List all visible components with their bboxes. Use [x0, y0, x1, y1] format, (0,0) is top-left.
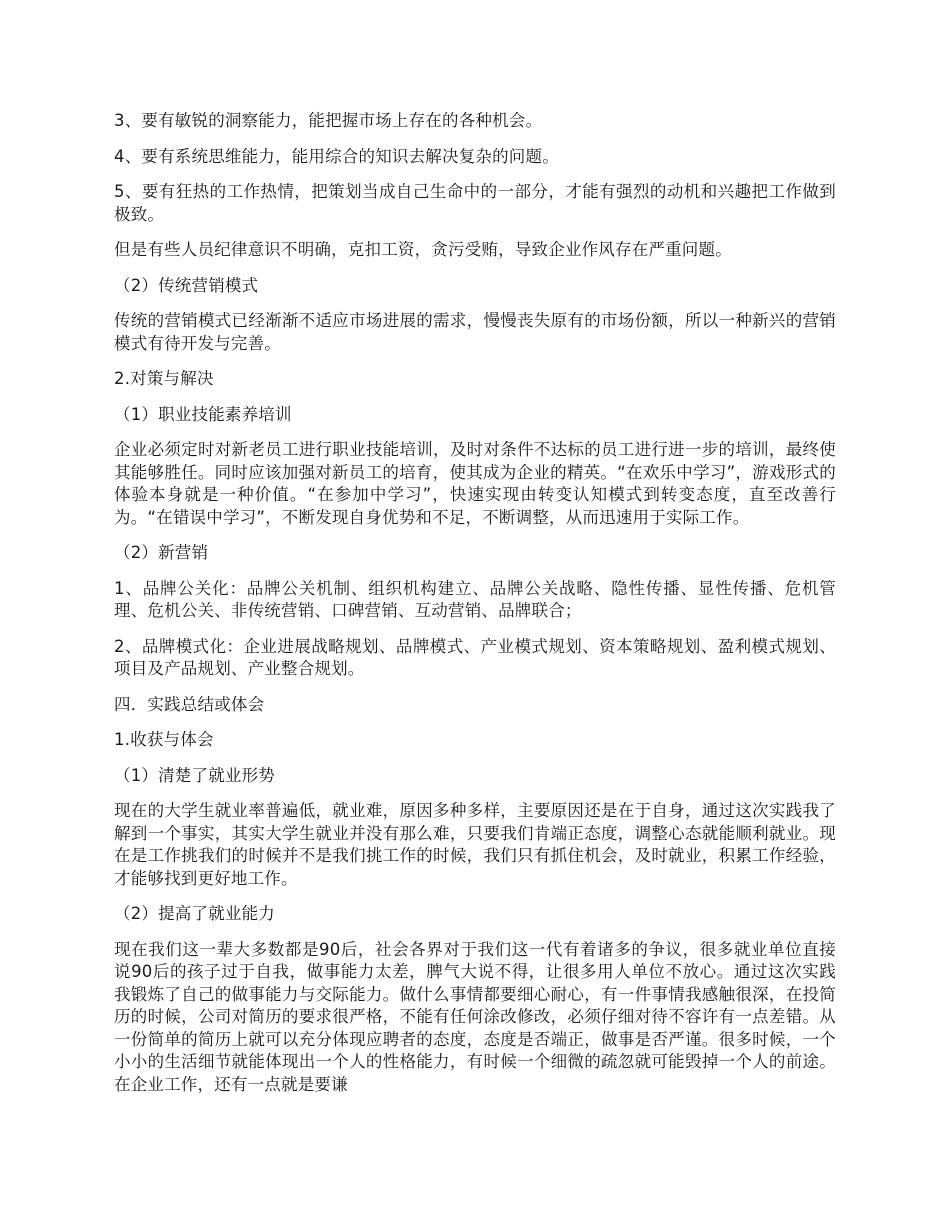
- paragraph-problem-note: 但是有些人员纪律意识不明确，克扣工资，贪污受贿，导致企业作风存在严重问题。: [114, 240, 732, 259]
- paragraph-skill-training: 企业必须定时对新老员工进行职业技能培训，及时对条件不达标的员工进行进一步的培训，最终使其能够胜任。同时应该加强对新员工的培育，使其成为企业的精英。“在欢乐中学习”，游戏形式的体验本身就是一种价值。“在参加中学习”，快速实现由转变认知模式到转变态度，直至改善行为。“在错误中学习”，不断发现自身优势和不足，不断调整，从而迅速用于实际工作。: [114, 440, 836, 527]
- heading-gains: 1.收获与体会: [114, 730, 214, 749]
- paragraph-traditional-marketing: 传统的营销模式已经渐渐不适应市场进展的需求，慢慢丧失原有的市场份额，所以一种新兴的营销模式有待开发与完善。: [114, 311, 836, 353]
- paragraph-brand-pr: 1、品牌公关化：品牌公关机制、组织机构建立、品牌公关战略、隐性传播、显性传播、危机管理、危机公关、非传统营销、口碑营销、互动营销、品牌联合；: [114, 578, 836, 620]
- subheading-new-marketing: （2）新营销: [114, 543, 209, 562]
- paragraph-item-5: 5、要有狂热的工作热情，把策划当成自己生命中的一部分，才能有强烈的动机和兴趣把工作做到极致。: [114, 182, 836, 224]
- paragraph-employment-situation: 现在的大学生就业率普遍低，就业难，原因多种多样，主要原因还是在于自身，通过这次实践我了解到一个事实，其实大学生就业并没有那么难，只要我们肯端正态度，调整心态就能顺利就业。现在是工作挑我们的时候并不是我们挑工作的时候，我们只有抓住机会，及时就业，积累工作经验，才能够找到更好地工作。: [114, 801, 836, 888]
- subheading-skill-training: （1）职业技能素养培训: [114, 404, 292, 424]
- paragraph-item-3: 3、要有敏锐的洞察能力，能把握市场上存在的各种机会。: [114, 111, 543, 130]
- subheading-employment-ability: （2）提高了就业能力: [114, 904, 275, 923]
- paragraph-item-4: 4、要有系统思维能力，能用综合的知识去解决复杂的问题。: [114, 146, 559, 166]
- subheading-employment-situation: （1）清楚了就业形势: [114, 765, 275, 785]
- document-page: [114, 110, 836, 1109]
- heading-countermeasures: 2.对策与解决: [114, 369, 214, 388]
- subheading-traditional-marketing: （2）传统营销模式: [114, 275, 259, 295]
- paragraph-employment-ability: 现在我们这一辈大多数都是90后，社会各界对于我们这一代有着诸多的争议，很多就业单位直接说90后的孩子过于自我，做事能力太差，脾气大说不得，让很多用人单位不放心。通过这次实践我锻炼了自己的做事能力与交际能力。做什么事情都要细心耐心，有一件事情我感触很深，在投简历的时候，公司对简历的要求很严格，不能有任何涂改修改，必须仔细对待不容许有一点差错。从一份简单的简历上就可以充分体现应聘者的态度，态度是否端正，做事是否严谨。很多时候，一个小小的生活细节就能体现出一个人的性格能力，有时候一个细微的疏忽就可能毁掉一个人的前途。在企业工作，还有一点就是要谦: [114, 939, 836, 1094]
- heading-summary: 四．实践总结或体会: [114, 694, 265, 714]
- paragraph-brand-model: 2、品牌模式化：企业进展战略规划、品牌模式、产业模式规划、资本策略规划、盈利模式规划、 项目及产品规划、产业整合规划。: [114, 636, 836, 678]
